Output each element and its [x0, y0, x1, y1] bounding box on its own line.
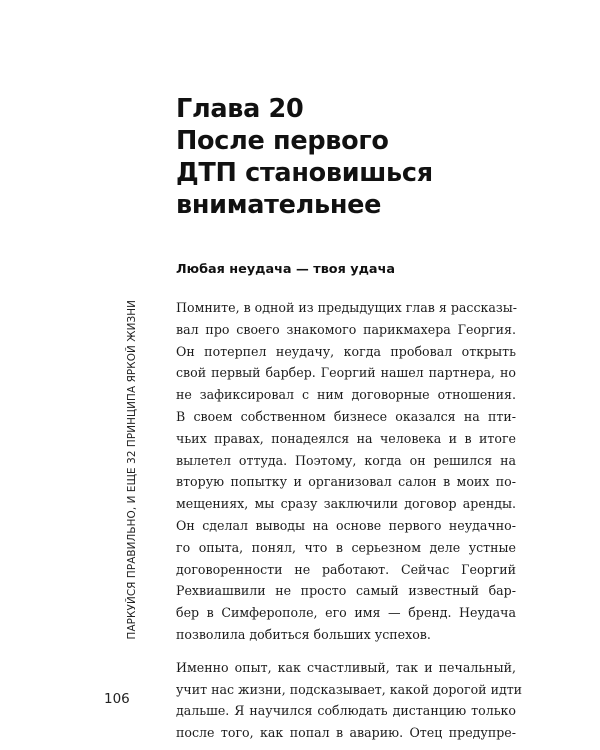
text-line: после того, как попал в аварию. Отец предупре-: [176, 725, 516, 741]
text-line: Именно опыт, как счастливый, так и печальный,: [176, 659, 516, 675]
text-line: не зафиксировал с ним договорные отношения.: [176, 387, 516, 403]
section-heading: Любая неудача — твоя удача: [176, 262, 395, 277]
text-line: дальше. Я научился соблюдать дистанцию только: [176, 703, 516, 719]
text-line: Он потерпел неудачу, когда пробовал открыть: [176, 343, 516, 359]
paragraph: [176, 297, 516, 646]
chapter-title-line: внимательнее: [176, 190, 382, 220]
text-line: В своем собственном бизнесе оказался на пти-: [176, 408, 516, 424]
text-line: го опыта, понял, что в серьезном деле устные: [176, 539, 516, 555]
text-line: бер в Симферополе, его имя — бренд. Неудача: [176, 605, 516, 621]
page-number: 106: [104, 691, 130, 707]
paragraph: [176, 657, 523, 744]
text-line: Он сделал выводы на основе первого неудачно-: [176, 517, 516, 533]
text-line: вал про своего знакомого парикмахера Георгия.: [176, 321, 516, 337]
text-line: Рехвиашвили не просто самый известный бар-: [176, 583, 516, 599]
text-line: Помните, в одной из предыдущих глав я рассказы-: [176, 300, 518, 315]
text-line: чьих правах, понадеялся на человека и в итоге: [176, 430, 516, 446]
text-line: учит нас жизни, подсказывает, какой дорогой идти: [176, 681, 523, 697]
chapter-title-line: ДТП становишься: [176, 158, 433, 188]
chapter-title: [176, 93, 433, 221]
running-head: ПАРКУЙСЯ ПРАВИЛЬНО, И ЕЩЕ 32 ПРИНЦИПА ЯРКОЙ ЖИЗНИ: [126, 300, 138, 640]
text-line: договоренности не работают. Сейчас Георгий: [176, 561, 516, 577]
text-line: вылетел оттуда. Поэтому, когда он решился на: [176, 452, 516, 468]
text-line: позволила добиться больших успехов.: [176, 626, 431, 642]
text-line: вторую попытку и организовал салон в моих по-: [176, 474, 516, 490]
chapter-title-line: После первого: [176, 126, 389, 156]
text-line: мещениях, мы сразу заключили договор аренды.: [176, 496, 516, 512]
text-line: свой первый барбер. Георгий нашел партнера, но: [176, 365, 516, 381]
body-text: [176, 297, 523, 744]
chapter-title-line: Глава 20: [176, 94, 304, 124]
